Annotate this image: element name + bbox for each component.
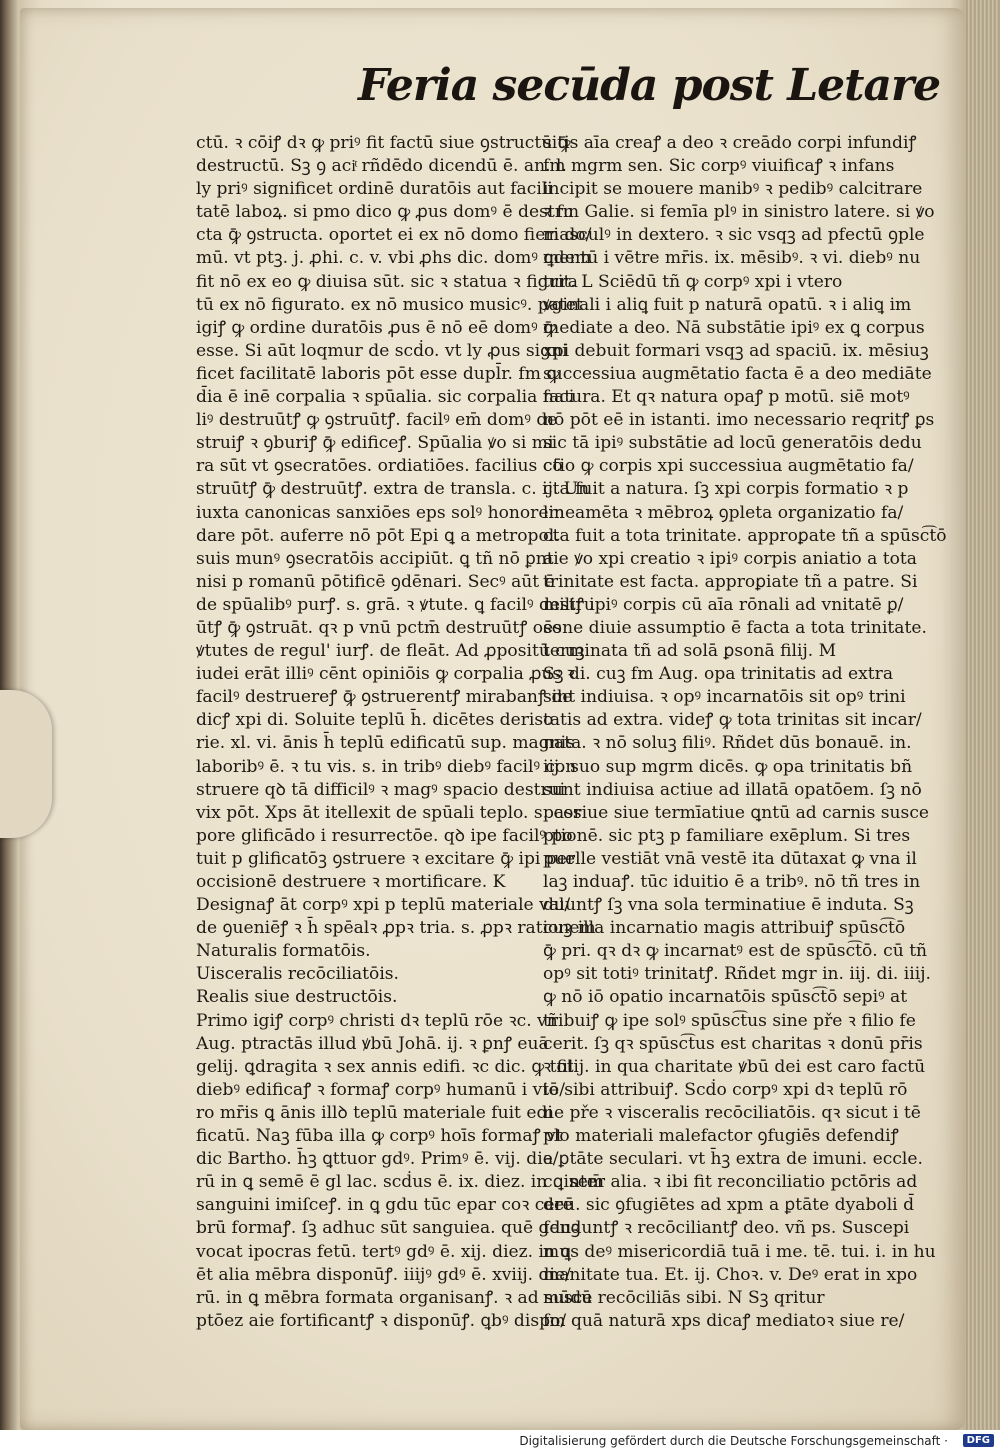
text-line: diebꝰ edificaꝭ ꝛ formaꝭ corpꝰ humanū i vte/ bbox=[196, 1079, 566, 1100]
text-line: xpi debuit formari vsqꝫ ad spaciū. ix. mēsiuꝫ bbox=[543, 340, 929, 361]
text-line: iuxta canonicas sanxiōes eps solꝰ honorem bbox=[196, 502, 565, 523]
text-line: dare pōt. auferre nō pōt Epi ꝗ a metropol. bbox=[196, 525, 560, 546]
text-line: incipit se mouere manibꝰ ꝛ pedibꝰ calcitrare bbox=[543, 179, 923, 200]
text-line: ꝛ filij. in qua charitate ꝟbū dei est caro factū bbox=[543, 1056, 926, 1077]
text-line: ꝟtutes de regul' iurꝭ. de fleāt. Ad ꝓpositū cuꝫ bbox=[196, 641, 585, 662]
text-line: deū. sic ꝯfugiētes ad xpm a ꝑtāte dyaboli d̄ bbox=[543, 1195, 915, 1216]
text-line: fenduntꝭ ꝛ recōciliantꝭ deo. vñ ps. Suscepi bbox=[543, 1218, 910, 1239]
text-line: fit nō ex eo ꝙ diuisa sūt. sic ꝛ statua ꝛ figura bbox=[196, 271, 578, 292]
text-line: cta fuit a natura. ſꝫ xpi corpis formatio ꝛ p bbox=[543, 479, 909, 500]
text-line: trinitate est facta. approꝑiate tñ a patre. Si bbox=[543, 571, 918, 592]
text-line: gelij. ꝗdragita ꝛ sex annis edifi. ꝛc dic. ꝙ tot bbox=[196, 1056, 574, 1077]
text-line: sint indiuisa. ꝛ opꝰ incarnatōis sit opꝰ trini bbox=[543, 687, 906, 708]
text-line: pore glificādo i resurrectōe. qꝺ ipe facilꝰ po bbox=[196, 825, 573, 846]
text-line: puelle vestiāt vnā vestē ita dūtaxat ꝙ vna il bbox=[543, 848, 917, 869]
text-line: successiua augmētatio facta ē a deo mediāte bbox=[543, 363, 932, 384]
text-line: occisionē destruere ꝛ mortificare. K bbox=[196, 872, 506, 892]
page-tab-marker bbox=[0, 690, 52, 838]
text-line: igiꝭ ꝙ ordine duratōis ꝓus ē nō eē domꝰ ꝙ̄ bbox=[196, 317, 556, 338]
text-line: ne pře ꝛ visceralis recōciliatōis. qꝛ sicut i tē bbox=[543, 1102, 921, 1123]
text-line: cerit. ſꝫ qꝛ spūsc͡tus est charitas ꝛ donū pr̄is bbox=[543, 1033, 923, 1054]
text-line: nō pōt eē in istanti. imo necessario reqritꝭ ꝑs bbox=[543, 410, 935, 431]
text-line: struiꝭ ꝛ ꝯburiꝭ ꝙ̄ edificeꝭ. Spūalia ꝟo si mi bbox=[196, 433, 554, 454]
text-line: masculꝰ in dextero. ꝛ sic vsqꝫ ad pfectū ꝯple bbox=[543, 225, 925, 246]
text-line: ꝙ nō iō opatio incarnatōis spūsc͡tō sepiꝰ at bbox=[543, 987, 908, 1008]
text-line: esse. Si aūt loqmur de scḋo. vt ly ꝓus signi bbox=[196, 340, 568, 361]
text-line: iij. suo sup mgrm dicēs. ꝙ opa trinitatis bñ bbox=[543, 756, 913, 777]
text-line: duuntꝭ ſꝫ vna sola terminatiue ē induta. Sꝫ bbox=[543, 895, 914, 916]
text-line: ctū. ꝛ cōiꝭ dꝛ ꝙ priꝰ fit factū siue ꝯstructū ꝙ̄ bbox=[196, 133, 571, 153]
text-line: ptionē. sic ptꝫ p familiare exēplum. Si tres bbox=[543, 825, 911, 846]
text-line: plo materiali malefactor ꝯfugiēs defendiꝭ bbox=[543, 1126, 899, 1147]
text-line: tribuiꝭ ꝙ ipe solꝰ spūsc͡tus sine pře ꝛ filio fe bbox=[543, 1010, 916, 1031]
text-line: mus deꝰ misericordiā tuā i me. tē. tui. i. in hu bbox=[543, 1241, 936, 1262]
dfg-logo: DFG bbox=[963, 1434, 994, 1447]
text-line: manitate tua. Et. ij. Choꝛ. v. Deꝰ erat in xpo bbox=[543, 1264, 918, 1285]
text-line: suis munꝰ ꝯsecratōis accipiūt. ꝗ tñ nō ꝑnt bbox=[196, 548, 554, 569]
footer-credit: Digitalisierung gefördert durch die Deutsche Forschungsgemeinschaft · bbox=[519, 1434, 948, 1448]
text-line: Uisceralis recōciliatōis. bbox=[196, 964, 399, 985]
text-line: terminata tñ ad solā ꝑsonā filij. M bbox=[543, 641, 837, 662]
footer-bar bbox=[0, 1430, 1000, 1455]
text-line: cta ꝙ̄ ꝯstructa. oportet ei ex nō domo fieri do/ bbox=[196, 225, 592, 246]
text-line: facilꝰ destruereꝭ ꝙ̄ ꝯstruerentꝭ mirabanꝭ de bbox=[196, 687, 573, 708]
text-line: ctio ꝙ corpis xpi successiua augmētatio fa/ bbox=[543, 456, 914, 477]
text-line: passiue siue termīatiue ꝗntū ad carnis susce bbox=[543, 802, 930, 823]
text-line: opꝰ sit totiꝰ trinitatꝭ. Rñdet mgr in. iij. di. iiij. bbox=[543, 964, 931, 985]
text-line: c. inter alia. ꝛ ibi fit reconciliatio pctōris ad bbox=[543, 1172, 918, 1193]
text-line: vocat ipocras fetū. tertꝰ gdꝰ ē. xij. diez. in ꝗ bbox=[196, 1241, 571, 1262]
text-line: fm mgrm sen. Sic corpꝰ viuificaꝭ ꝛ infans bbox=[543, 156, 895, 177]
text-line: dic Bartho. h̄ꝫ ꝗttuor gdꝰ. Primꝰ ē. vij. die/ bbox=[196, 1149, 559, 1170]
text-line: rū in ꝗ semē ē gl lac. scḋus ē. ix. diez. in ꝗ sem̄ bbox=[196, 1172, 605, 1193]
text-line: cuꝫ illa incarnatio magis attribuiꝭ spūsc͡tō bbox=[543, 918, 906, 939]
text-line: ꝙ̄ pri. qꝛ dꝛ ꝙ incarnatꝰ est de spūsc͡tō. cū tñ bbox=[543, 941, 928, 962]
text-line: sitis aīa creaꝭ a deo ꝛ creādo corpi infundiꝭ bbox=[543, 133, 917, 153]
text-line: nata. ꝛ nō soluꝫ filiꝰ. Rñdet dūs bonauē. in. bbox=[543, 733, 912, 754]
text-line: lineamēta ꝛ mēbroꝝ ꝯpleta organizatio fa/ bbox=[543, 502, 904, 523]
text-line: cta fuit a tota trinitate. approꝑate tñ a spūsc͡tō bbox=[543, 525, 947, 546]
text-line: ly priꝰ significet ordinē duratōis aut facili bbox=[196, 179, 553, 200]
text-line: sone diuie assumptio ē facta a tota trinitate. bbox=[543, 617, 927, 638]
text-line: Primo igiꝭ corpꝰ christi dꝛ teplū rōe ꝛc. vñ bbox=[196, 1010, 558, 1031]
text-line: ro mr̄is ꝗ ānis illꝺ teplū materiale fuit edi bbox=[196, 1102, 553, 1123]
text-line: rie. xl. vi. ānis h̄ teplū edificatū sup. magnis bbox=[196, 733, 575, 754]
text-line: d̄ia ē inē corpalia ꝛ spūalia. sic corpalia faci bbox=[196, 387, 575, 408]
text-line: brū formaꝭ. ſꝫ adhuc sūt sanguiea. quē gduꝫ bbox=[196, 1218, 581, 1239]
text-line: ptōez aie fortificantꝭ ꝛ disponūꝭ. ꝗbꝰ dispo/ bbox=[196, 1310, 567, 1331]
page-edge-stack bbox=[965, 0, 1000, 1430]
text-line: nisi p romanū pōtificē ꝯdēnari. Secꝰ aūt ē bbox=[196, 571, 555, 592]
text-line: mentū i vētre mr̄is. ix. mēsibꝰ. ꝛ vi. diebꝰ nu bbox=[543, 248, 921, 269]
text-line: iudei erāt illiꝰ cēnt opiniōis ꝙ corpalia ꝓus ꝛ bbox=[196, 664, 575, 685]
text-line: a ꝑtāte seculari. vt h̄ꝫ extra de imuni. eccle. bbox=[543, 1149, 923, 1170]
text-line: destructū. Sꝫ ꝯ aciͭ rñdēdo dicendū ē. an. l. bbox=[196, 156, 567, 177]
text-line: aie ꝟo xpi creatio ꝛ ipiꝰ corpis aniatio a tota bbox=[543, 548, 917, 569]
text-line: laꝫ induaꝭ. tūc iduitio ē a tribꝰ. nō tñ tres in bbox=[543, 872, 921, 892]
text-line: de spūalibꝰ purꝭ. s. grā. ꝛ ꝟtute. ꝗ facilꝰ destru bbox=[196, 594, 595, 615]
text-line: iō sibi attribuiꝭ. Scḋo corpꝰ xpi dꝛ teplū rō bbox=[543, 1079, 908, 1100]
text-line: ficet facilitatē laboris pōt esse dupl̄r. fm ꝙ bbox=[196, 363, 560, 384]
text-line: tuit p glificatōꝫ ꝯstruere ꝛ excitare ꝙ̄ ipi per bbox=[196, 848, 576, 869]
text-line: miliꝭ ipiꝰ corpis cū aīa rōnali ad vnitatē ꝑ/ bbox=[543, 594, 904, 615]
text-line: Aug. ptractās illud ꝟbū Johā. ij. ꝛ ꝑnꝭ euā bbox=[196, 1033, 549, 1054]
text-line: natura. Et qꝛ natura opaꝭ p motū. siē motꝰ bbox=[543, 387, 910, 408]
text-line: ficatū. Naꝫ fūba illa ꝙ corpꝰ hoīs formaꝭ vt bbox=[196, 1126, 563, 1147]
text-line: Naturalis formatōis. bbox=[196, 941, 371, 962]
text-line: ꝟginali i aliꝗ fuit p naturā opatū. ꝛ i aliꝗ im bbox=[543, 294, 912, 315]
text-line: sic tā ipiꝰ substātie ad locū generatōis dedu bbox=[543, 433, 922, 454]
text-line: Designaꝭ āt corpꝰ xpi p teplū materiale val/ bbox=[196, 895, 571, 916]
text-line: laboribꝰ ē. ꝛ tu vis. s. in tribꝰ diebꝰ facilꝰ con bbox=[196, 756, 577, 777]
text-line: rū. in ꝗ mēbra formata organisanꝭ. ꝛ ad susce bbox=[196, 1287, 593, 1308]
text-line: ra sūt vt ꝯsecratōes. ordiatiōes. facilius cō bbox=[196, 456, 563, 477]
text-line: Realis siue destructōis. bbox=[196, 987, 398, 1008]
text-line: tū ex nō figurato. ex nō musico musicꝰ. patet bbox=[196, 294, 583, 315]
left-text-column bbox=[196, 132, 605, 1333]
text-line: struere qꝺ tā difficilꝰ ꝛ magꝰ spacio destrui bbox=[196, 779, 566, 800]
text-line: tatis ad extra. videꝭ ꝙ tota trinitas sit incar/ bbox=[543, 710, 922, 731]
text-line: ūtꝭ ꝙ̄ ꝯstruāt. qꝛ p vnū pctm̄ destruūtꝭ oēs bbox=[196, 617, 562, 638]
text-line: de ꝯueniēꝭ ꝛ h̄ spēalꝛ ꝓpꝛ tria. s. ꝓpꝛ rationem bbox=[196, 918, 596, 939]
text-line: liꝰ destruūtꝭ ꝙ ꝯstruūtꝭ. facilꝰ em̄ domꝰ de bbox=[196, 410, 558, 431]
text-line: ꝛ fm Galie. si femīa plꝰ in sinistro latere. si ꝟo bbox=[543, 202, 935, 223]
text-line: ēt alia mēbra disponūꝭ. iiijꝰ gdꝰ ē. xviij. die/ bbox=[196, 1264, 571, 1285]
text-line: sunt indiuisa actiue ad illatā opatōem. ſꝫ nō bbox=[543, 779, 922, 800]
text-line: mū. vt ptꝫ. j. ꝓhi. c. v. vbi ꝓhs dic. domꝰ ꝗdem bbox=[196, 248, 592, 269]
text-line: Sꝫ di. cuꝫ fm Aug. opa trinitatis ad extra bbox=[543, 664, 894, 685]
text-line: vix pōt. Xps āt itellexit de spūali teplo. s. cor bbox=[196, 802, 582, 823]
text-line: dicꝭ xpi di. Soluite teplū h̄. dicētes deriso bbox=[196, 710, 554, 731]
text-line: mūdū recōciliās sibi. N Sꝫ qritur bbox=[543, 1287, 825, 1308]
text-line: mediate a deo. Nā substātie ipiꝰ ex ꝗ corpus bbox=[543, 317, 925, 338]
text-line: sanguini imiſceꝭ. in ꝗ gdu tūc epar coꝛ cere bbox=[196, 1195, 573, 1216]
text-line: fm quā naturā xps dicaꝭ mediatoꝛ siue re/ bbox=[543, 1310, 905, 1331]
text-line: struūtꝭ ꝙ̄ destruūtꝭ. extra de transla. c. ij. Un bbox=[196, 479, 590, 500]
running-title: Feria secūda post Letare bbox=[358, 60, 941, 111]
text-line: tatē laboꝝ. si pmo dico ꝙ ꝓus domꝰ ē destru bbox=[196, 202, 574, 223]
right-text-column bbox=[543, 132, 947, 1333]
text-line: trit. L Sciēdū tñ ꝙ corpꝰ xpi i vtero bbox=[543, 271, 843, 292]
